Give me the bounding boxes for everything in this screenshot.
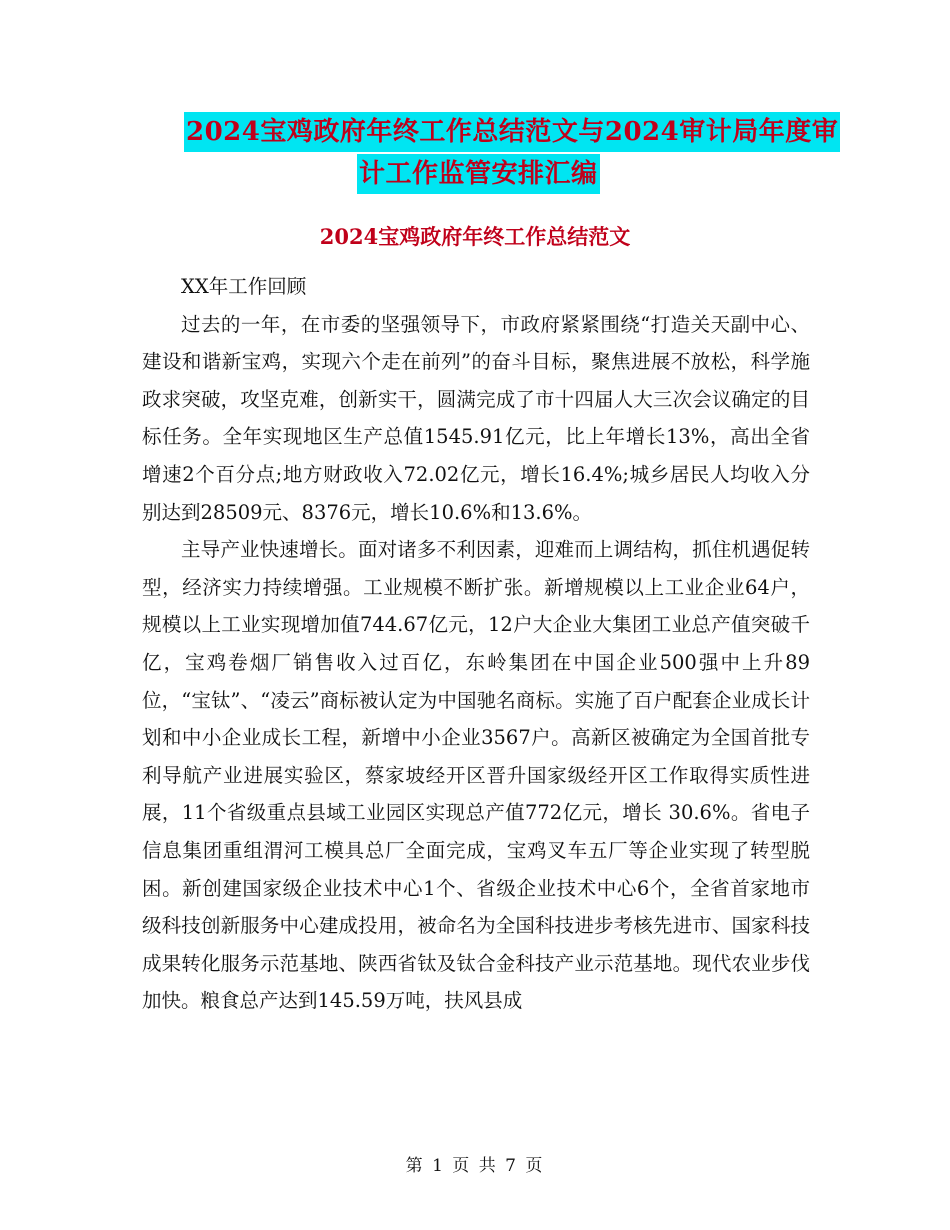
page-footer: 第 1 页 共 7 页 [405,1156,545,1176]
section-heading: 2024宝鸡政府年终工作总结范文 [319,224,631,249]
document-body [142,268,810,1020]
paragraph-overview: 过去的一年，在市委的坚强领导下，市政府紧紧围绕“打造关天副中心、建设和谐新宝鸡，实现六个走在前列”的奋斗目标，聚焦进展不放松，科学施政求突破，攻坚克难，创新实干，圆满完成了市十四届人大三次会议确定的目标任务。全年实现地区生产总值1545.91亿元，比上年增长13%，高出全省增速2个百分点;地方财政收入72.02亿元，增长16.4%;城乡居民人均收入分别达到28509元、8376元，增长10.6%和13.6%。 [142,312,810,524]
document-title-line-2: 计工作监管安排汇编 [357,154,600,194]
paragraph-year-review: XX年工作回顾 [181,275,307,298]
paragraph-industry: 主导产业快速增长。面对诸多不利因素，迎难而上调结构，抓住机遇促转型，经济实力持续增强。工业规模不断扩张。新增规模以上工业企业64户，规模以上工业实现增加值744.67亿元，12户大企业大集团工业总产值突破千亿，宝鸡卷烟厂销售收入过百亿，东岭集团在中国企业500强中上升89位，“宝钛”、“凌云”商标被认定为中国驰名商标。实施了百户配套企业成长计划和中小企业成长工程，新增中小企业3567户。高新区被确定为全国首批专利导航产业进展实验区，蔡家坡经开区晋升国家级经开区工作取得实质性进展，11个省级重点县域工业园区实现总产值772亿元，增长 30.6%。省电子信息集团重组渭河工模具总厂全面完成，宝鸡叉车五厂等企业实现了转型脱困。新创建国家级企业技术中心1个、省级企业技术中心6个，全省首家地市级科技创新服务中心建成投用，被命名为全国科技进步考核先进市、国家科技成果转化服务示范基地、陕西省钛及钛合金科技产业示范基地。现代农业步伐加快。粮食总产达到145.59万吨，扶风县成 [142,538,810,1013]
document-title-line-1: 2024宝鸡政府年终工作总结范文与2024审计局年度审 [184,112,840,152]
